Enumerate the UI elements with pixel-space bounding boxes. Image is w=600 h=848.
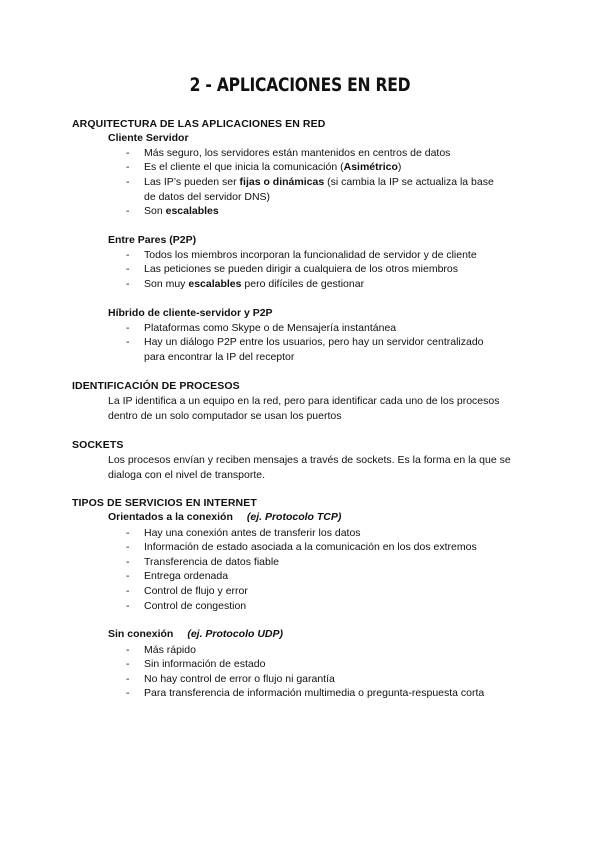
subheading-hibrido: Híbrido de cliente-servidor y P2P [108, 307, 273, 319]
subheading-sin-conexion: Sin conexión (ej. Protocolo UDP) [108, 628, 284, 640]
section-heading-identificacion: IDENTIFICACIÓN DE PROCESOS [72, 380, 240, 392]
list-item: - Las IP’s pueden ser fijas o dinámicas (si cambia la IP se actualiza la base de datos del servidor DNS) [126, 176, 494, 203]
list-item: - Más rápido [126, 644, 196, 656]
subheading-cliente-servidor: Cliente Servidor [108, 132, 189, 144]
section-heading-arquitectura: ARQUITECTURA DE LAS APLICACIONES EN RED [72, 118, 326, 130]
list-item: - Entrega ordenada [126, 570, 229, 582]
subheading-p2p: Entre Pares (P2P) [108, 234, 197, 246]
paragraph-sockets: Los procesos envían y reciben mensajes a través de sockets. Es la forma en la que se dialoga con el nivel de transporte. [108, 454, 511, 481]
subheading-orientados: Orientados a la conexión (ej. Protocolo TCP) [108, 511, 342, 523]
list-item: - Hay un diálogo P2P entre los usuarios, pero hay un servidor centralizado para encontrar la IP del receptor [126, 336, 484, 363]
list-item: - Control de congestion [126, 600, 247, 612]
list-item: - Control de flujo y error [126, 585, 248, 597]
list-item: - Transferencia de datos fiable [126, 556, 280, 568]
list-item: - No hay control de error o flujo ni garantía [126, 673, 335, 685]
list-item: - Son escalables [126, 205, 219, 217]
section-heading-tipos: TIPOS DE SERVICIOS EN INTERNET [72, 497, 257, 509]
list-item: - Hay una conexión antes de transferir los datos [126, 527, 361, 539]
list-item: - Para transferencia de información multimedia o pregunta-respuesta corta [126, 687, 485, 699]
list-item: - Sin información de estado [126, 658, 266, 670]
list-item: - Es el cliente el que inicia la comunicación (Asimétrico) [126, 161, 402, 173]
list-item: - Plataformas como Skype o de Mensajería instantánea [126, 322, 397, 334]
list-item: - Todos los miembros incorporan la funcionalidad de servidor y de cliente [126, 249, 477, 261]
list-item: - Las peticiones se pueden dirigir a cualquiera de los otros miembros [126, 263, 459, 275]
list-item: - Son muy escalables pero difíciles de gestionar [126, 278, 365, 290]
list-item: - Más seguro, los servidores están mantenidos en centros de datos [126, 147, 451, 159]
page-title: 2 - APLICACIONES EN RED [189, 74, 411, 96]
section-heading-sockets: SOCKETS [72, 439, 124, 451]
paragraph-identificacion: La IP identifica a un equipo en la red, pero para identificar cada uno de los procesos dentro de un solo computador se usan los puertos [108, 395, 500, 422]
list-item: - Información de estado asociada a la comunicación en los dos extremos [126, 541, 477, 553]
